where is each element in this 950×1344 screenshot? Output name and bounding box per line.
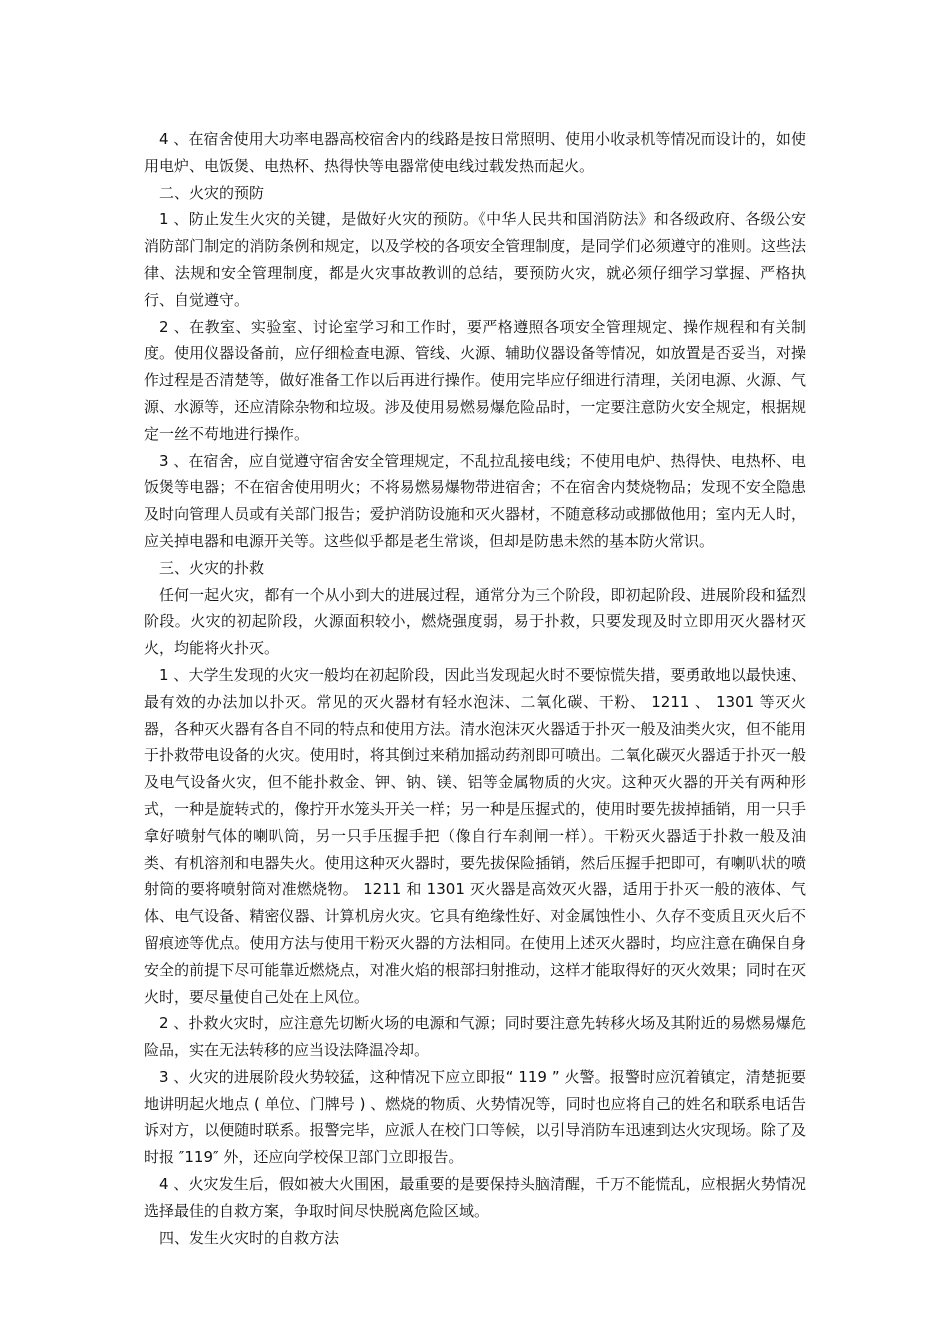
section-heading-firefighting: 三、火灾的扑救 <box>159 558 265 577</box>
document-page <box>144 126 806 1251</box>
paragraph-call-119: 3 、火灾的进展阶段火势较猛，这种情况下应立即报“ 119 ” 火警。报警时应沉着镇定，清楚扼要地讲明起火地点 ( 单位、门牌号 ) 、燃烧的物质、火势情况等，同时也应将自己的姓名和联系电话告诉对方，以便随时联系。报警完毕，应派人在校门口等候，以引导消防车迅速到达火灾现场。除了及时报 ″119″ 外，还应向学校保卫部门立即报告。 <box>144 1067 806 1167</box>
paragraph-fire-stages: 任何一起火灾，都有一个从小到大的进展过程，通常分为三个阶段，即初起阶段、进展阶段和猛烈阶段。火灾的初起阶段，火源面积较小，燃烧强度弱，易于扑救，只要发现及时立即用灭火器材灭火，均能将火扑灭。 <box>144 585 806 658</box>
paragraph-trapped: 4 、火灾发生后，假如被大火围困，最重要的是要保持头脑清醒，千万不能慌乱，应根据火势情况选择最佳的自救方案，争取时间尽快脱离危险区域。 <box>144 1175 806 1220</box>
paragraph-classroom-lab: 2 、在教室、实验室、讨论室学习和工作时，要严格遵照各项安全管理规定、操作规程和有关制度。使用仪器设备前，应仔细检查电源、管线、火源、辅助仪器设备等情况，如放置是否妥当，对操作过程是否清楚等，做好准备工作以后再进行操作。使用完毕应仔细进行清理，关闭电源、火源、气源、水源等，还应清除杂物和垃圾。涉及使用易燃易爆危险品时，一定要注意防火安全规定，根据规定一丝不苟地进行操作。 <box>144 317 806 443</box>
paragraph-prevention-key: 1 、防止发生火灾的关键，是做好火灾的预防。《中华人民共和国消防法》和各级政府、各级公安消防部门制定的消防条例和规定，以及学校的各项安全管理制度，是同学们必须遵守的准则。这些法律、法规和安全管理制度，都是火灾事故教训的总结，要预防火灾，就必须仔细学习掌握、严格执行、自觉遵守。 <box>144 210 806 309</box>
paragraph-cut-power: 2 、扑救火灾时，应注意先切断火场的电源和气源；同时要注意先转移火场及其附近的易燃易爆危险品，实在无法转移的应当设法降温冷却。 <box>144 1014 806 1060</box>
paragraph-extinguishers: 1 、大学生发现的火灾一般均在初起阶段，因此当发现起火时不要惊慌失措，要勇敢地以最快速、最有效的办法加以扑灭。常见的灭火器材有轻水泡沫、二氧化碳、干粉、 1211 、 1301 等灭火器，各种灭火器有各自不同的特点和使用方法。清水泡沫灭火器适于扑灭一般及油类火灾，但不能用于扑救带电设备的火灾。使用时，将其倒过来稍加摇动药剂即可喷出。二氧化碳灭火器适于扑灭一般及电气设备火灾，但不能扑救金、钾、钠、镁、铝等金属物质的火灾。这种灭火器的开关有两种形式，一种是旋转式的，像拧开水笼头开关一样；另一种是压握式的，使用时要先拔掉插销，用一只手拿好喷射气体的喇叭筒，另一只手压握手把（像自行车刹闸一样）。干粉灭火器适于扑救一般及油类、有机溶剂和电器失火。使用这种灭火器时，要先拔保险插销，然后压握手把即可，有喇叭状的喷射筒的要将喷射筒对准燃烧物。 1211 和 1301 灭火器是高效灭火器，适用于扑灭一般的液体、气体、电气设备、精密仪器、计算机房火灾。它具有绝缘性好、对金属蚀性小、久存不变质且灭火后不留痕迹等优点。使用方法与使用干粉灭火器的方法相同。在使用上述灭火器时，均应注意在确保自身安全的前提下尽可能靠近燃烧点，对准火焰的根部扫射推动，这样才能取得好的灭火效果；同时在灭火时，要尽量使自己处在上风位。 <box>144 665 806 1006</box>
paragraph-dormitory-appliances: 4 、在宿舍使用大功率电器高校宿舍内的线路是按日常照明、使用小收录机等情况而设计的，如使用电炉、电饭煲、电热杯、热得快等电器常使电线过载发热而起火。 <box>144 130 806 175</box>
section-heading-prevention: 二、火灾的预防 <box>159 183 265 202</box>
section-heading-self-rescue: 四、发生火灾时的自救方法 <box>159 1228 340 1247</box>
paragraph-dormitory-rules: 3 、在宿舍，应自觉遵守宿舍安全管理规定，不乱拉乱接电线；不使用电炉、热得快、电热杯、电饭煲等电器；不在宿舍使用明火；不将易燃易爆物带进宿舍；不在宿舍内焚烧物品；发现不安全隐患及时向管理人员或有关部门报告；爱护消防设施和灭火器材，不随意移动或挪做他用；室内无人时，应关掉电器和电源开关等。这些似乎都是老生常谈，但却是防患未然的基本防火常识。 <box>144 451 806 550</box>
